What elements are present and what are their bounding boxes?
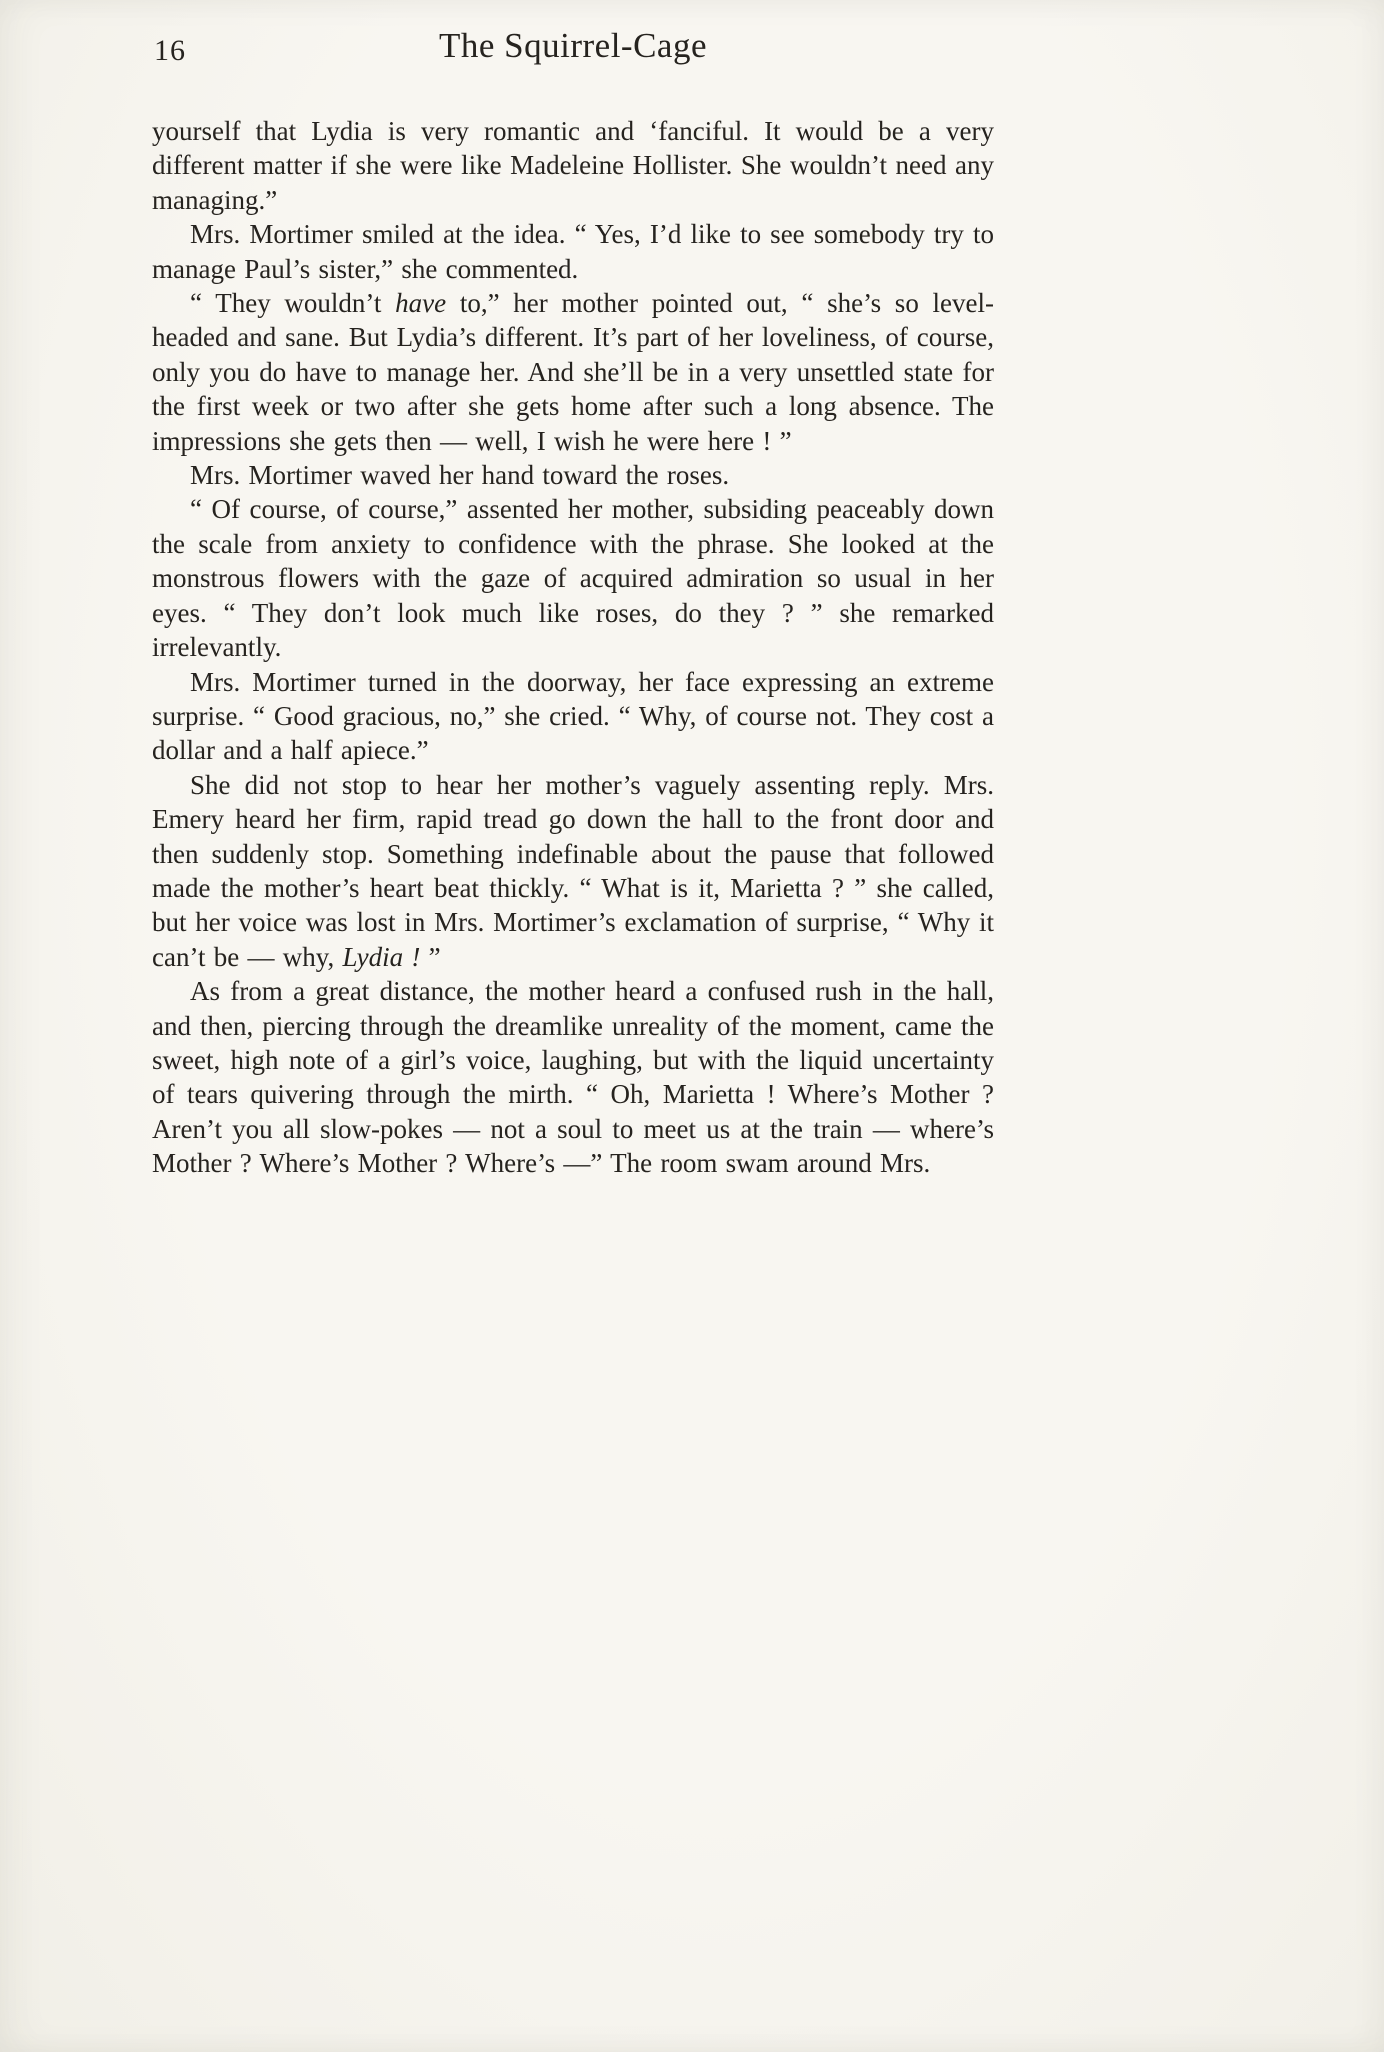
text-segment: “ Of course, of course,” assented her mother, subsiding peaceably down the scale from anxiety to confidence with the phrase. She looked at the monstrous flowers with the gaze of acquired admiration so usual in her eyes. “ They don’t look much like roses, do they ? ” she remarked irrelevantly. (152, 494, 994, 663)
text-segment: “ They wouldn’t (190, 288, 396, 319)
text-segment: Mrs. Mortimer smiled at the idea. “ Yes, I’d like to see somebody try to manage Paul’s sister,” she commented. (152, 219, 994, 284)
paragraph (152, 492, 994, 664)
paragraph (152, 768, 994, 974)
text-column (152, 24, 994, 1181)
text-segment: She did not stop to hear her mother’s vaguely assenting reply. Mrs. Emery heard her firm, rapid tread go down the hall to the front door and then suddenly stop. Something indefinable about the pause that followed made the mother’s heart beat thickly. “ What is it, Marietta ? ” she called, but her voice was lost in Mrs. Mortimer’s exclamation of surprise, “ Why it can’t be — why, (152, 769, 994, 972)
paragraph (152, 286, 994, 458)
italic-text-segment: Lydia ! (342, 941, 421, 972)
running-title: The Squirrel-Cage (439, 26, 707, 65)
text-segment: Mrs. Mortimer waved her hand toward the roses. (190, 460, 730, 491)
page-body (152, 114, 994, 1181)
paragraph (152, 114, 994, 217)
italic-text-segment: have (395, 288, 447, 319)
text-segment: As from a great distance, the mother heard a confused rush in the hall, and then, piercing through the dreamlike unreality of the moment, came the sweet, high note of a girl’s voice, laughing, but with the liquid uncertainty of tears quivering through the mirth. “ Oh, Marietta ! Where’s Mother ? Aren’t you all slow-pokes — not a soul to meet us at the train — where’s Mother ? Where’s Mother ? Where’s —” The room swam around Mrs. (152, 976, 994, 1179)
text-segment: Mrs. Mortimer turned in the doorway, her face expressing an extreme surprise. “ Good gracious, no,” she cried. “ Why, of course not. They cost a dollar and a half apiece.” (152, 666, 994, 766)
text-segment: to,” her mother pointed out, “ she’s so level-headed and sane. But Lydia’s different. It’s part of her loveliness, of course, only you do have to manage her. And she’ll be in a very unsettled state for the first week or two after she gets home after such a long absence. The impressions she gets then — well, I wish he were here ! ” (152, 288, 994, 456)
page-header (152, 24, 994, 86)
paragraph (152, 217, 994, 286)
paragraph (152, 665, 994, 768)
paragraph (152, 974, 994, 1180)
paragraph (152, 458, 994, 492)
text-segment: ” (420, 941, 441, 972)
page-number: 16 (154, 34, 186, 67)
text-segment: yourself that Lydia is very romantic and ʻfanciful. It would be a very different matter if she were like Madeleine Hollister. She wouldn’t need any managing.” (152, 116, 994, 215)
